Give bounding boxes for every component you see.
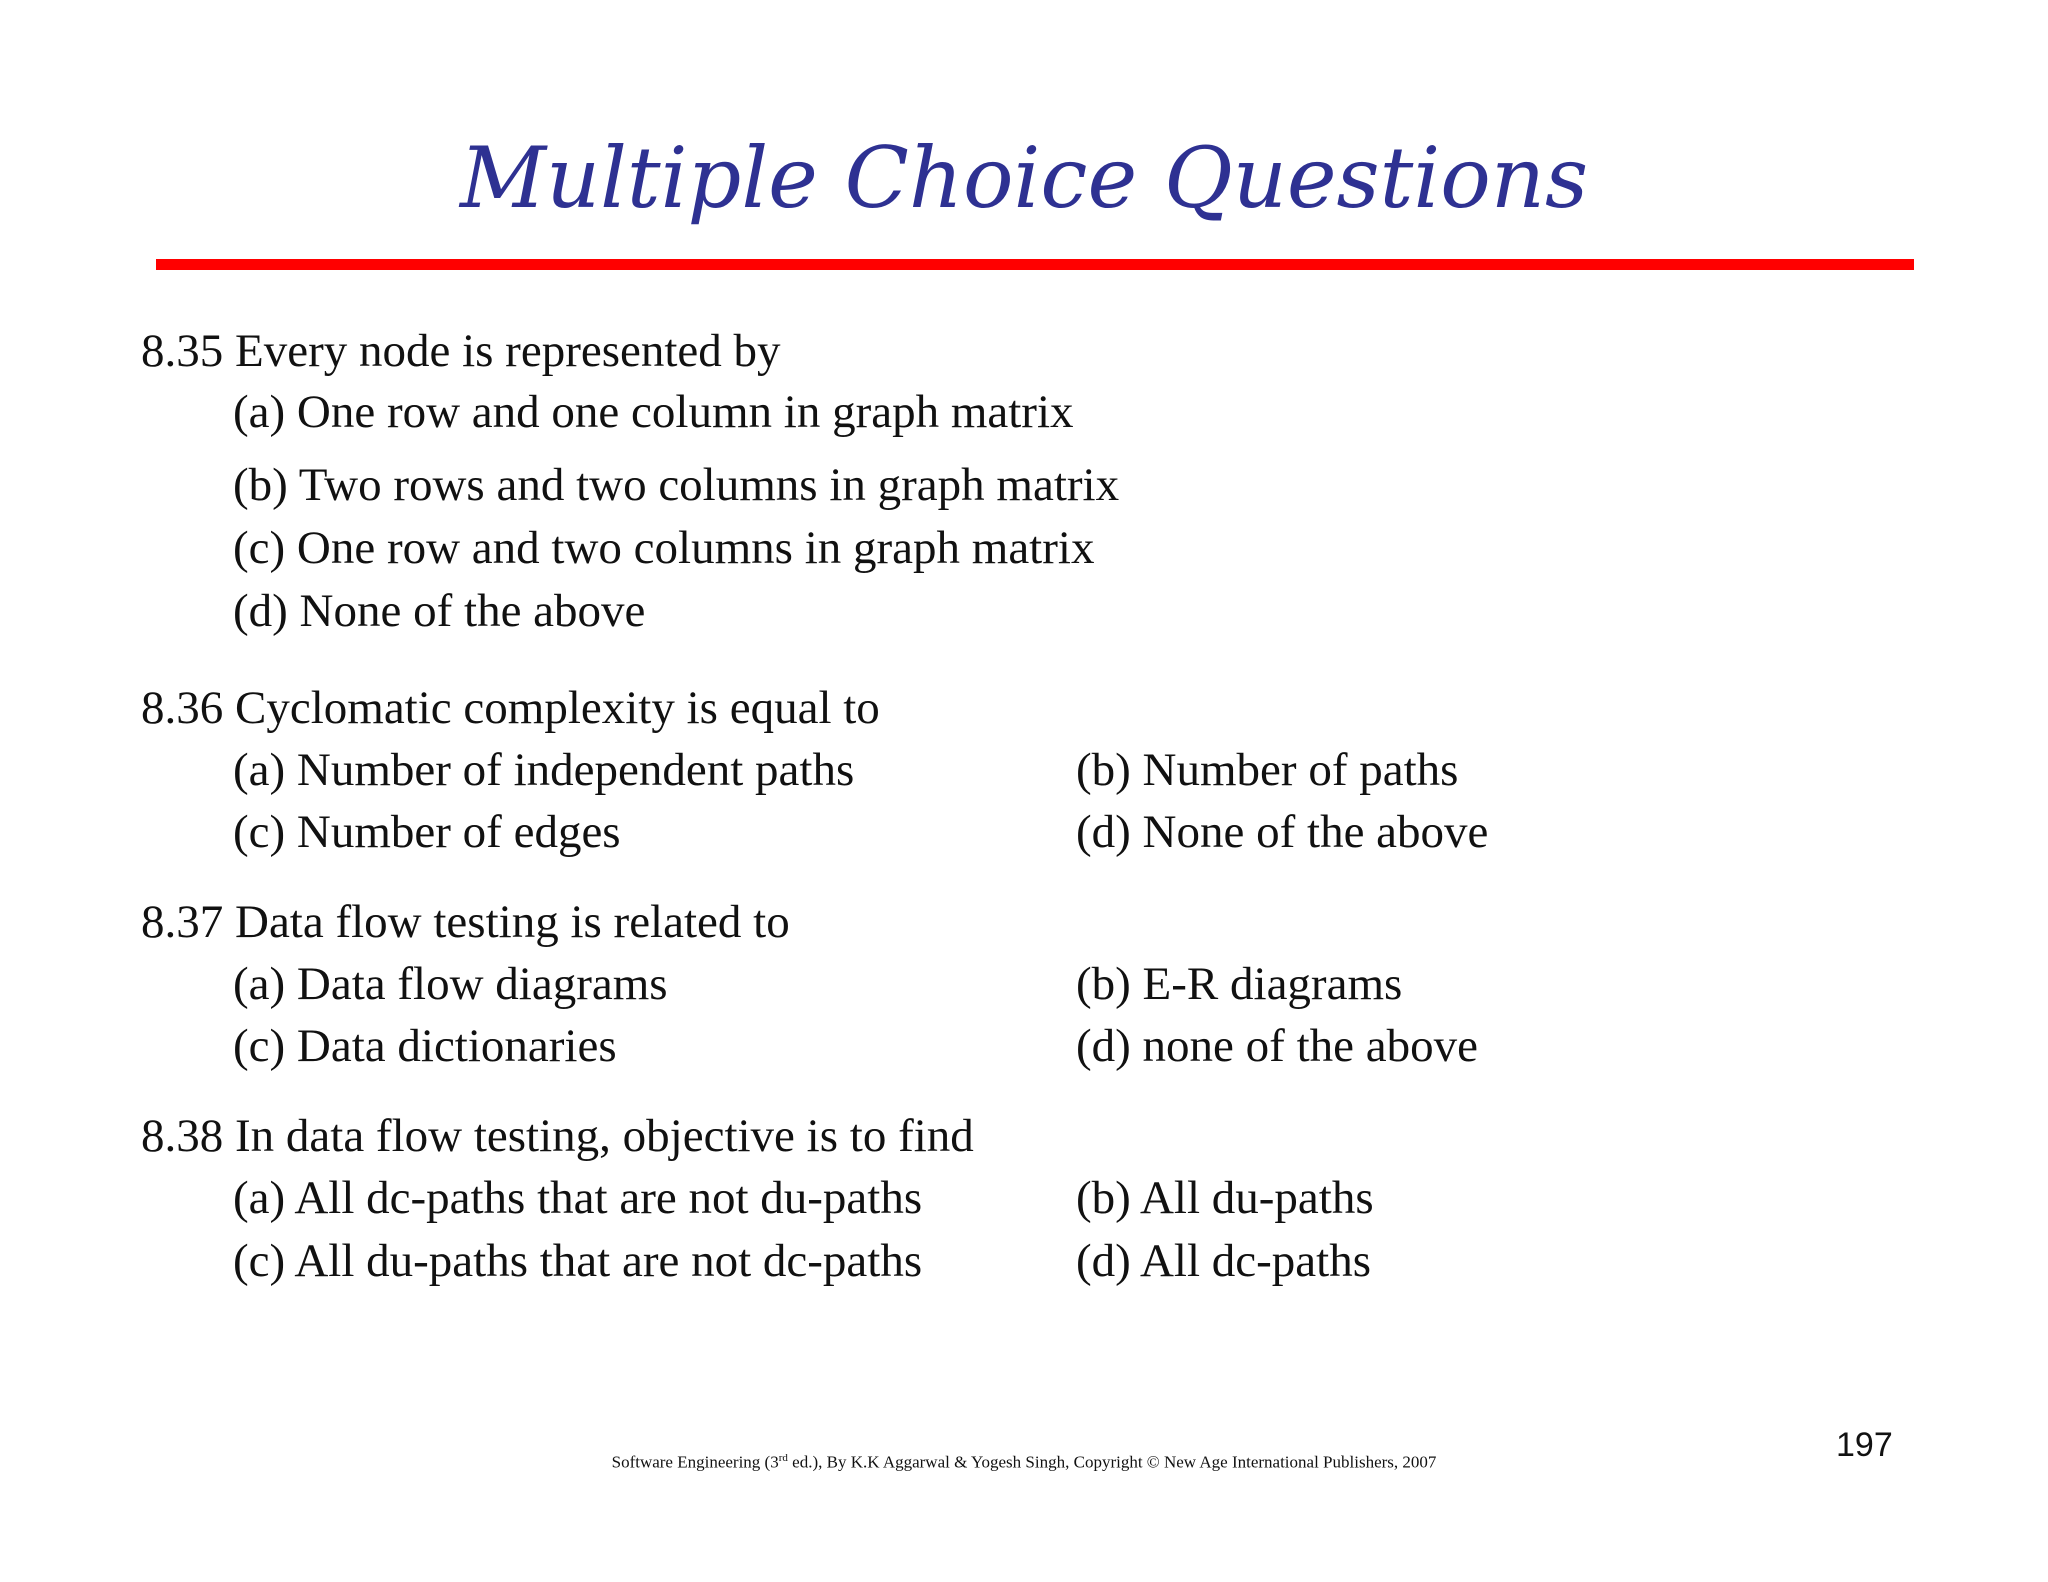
option-8-35-d: (d) None of the above	[233, 585, 646, 637]
option-8-37-c: (c) Data dictionaries	[233, 1020, 617, 1072]
option-8-37-a: (a) Data flow diagrams	[233, 958, 668, 1010]
option-8-35-c: (c) One row and two columns in graph matrix	[233, 522, 1095, 574]
page-number: 197	[1836, 1426, 1893, 1464]
option-8-38-a: (a) All dc-paths that are not du-paths	[233, 1172, 923, 1224]
option-8-36-c: (c) Number of edges	[233, 806, 621, 858]
option-8-38-c: (c) All du-paths that are not dc-paths	[233, 1235, 923, 1287]
option-8-36-a: (a) Number of independent paths	[233, 744, 855, 796]
option-8-38-b: (b) All du-paths	[1076, 1172, 1374, 1224]
question-stem-8-37: 8.37 Data flow testing is related to	[141, 896, 790, 948]
footer-superscript: rd	[778, 1452, 788, 1464]
footer-text-start: Software Engineering (3	[611, 1452, 779, 1472]
footer-text-end: ed.), By K.K Aggarwal & Yogesh Singh, Copyright © New Age International Publishers, 2007	[787, 1452, 1437, 1472]
option-8-38-d: (d) All dc-paths	[1076, 1235, 1371, 1287]
question-stem-8-38: 8.38 In data flow testing, objective is to find	[141, 1110, 974, 1162]
option-8-35-a: (a) One row and one column in graph matrix	[233, 386, 1074, 438]
option-8-35-b: (b) Two rows and two columns in graph matrix	[233, 459, 1120, 511]
option-8-36-b: (b) Number of paths	[1076, 744, 1459, 796]
footer-citation	[0, 1446, 2048, 1475]
title-underline	[156, 259, 1914, 270]
slide-title: Multiple Choice Questions	[459, 129, 1589, 227]
question-stem-8-35: 8.35 Every node is represented by	[141, 325, 781, 377]
option-8-37-b: (b) E-R diagrams	[1076, 958, 1403, 1010]
option-8-37-d: (d) none of the above	[1076, 1020, 1478, 1072]
question-stem-8-36: 8.36 Cyclomatic complexity is equal to	[141, 682, 880, 734]
option-8-36-d: (d) None of the above	[1076, 806, 1489, 858]
